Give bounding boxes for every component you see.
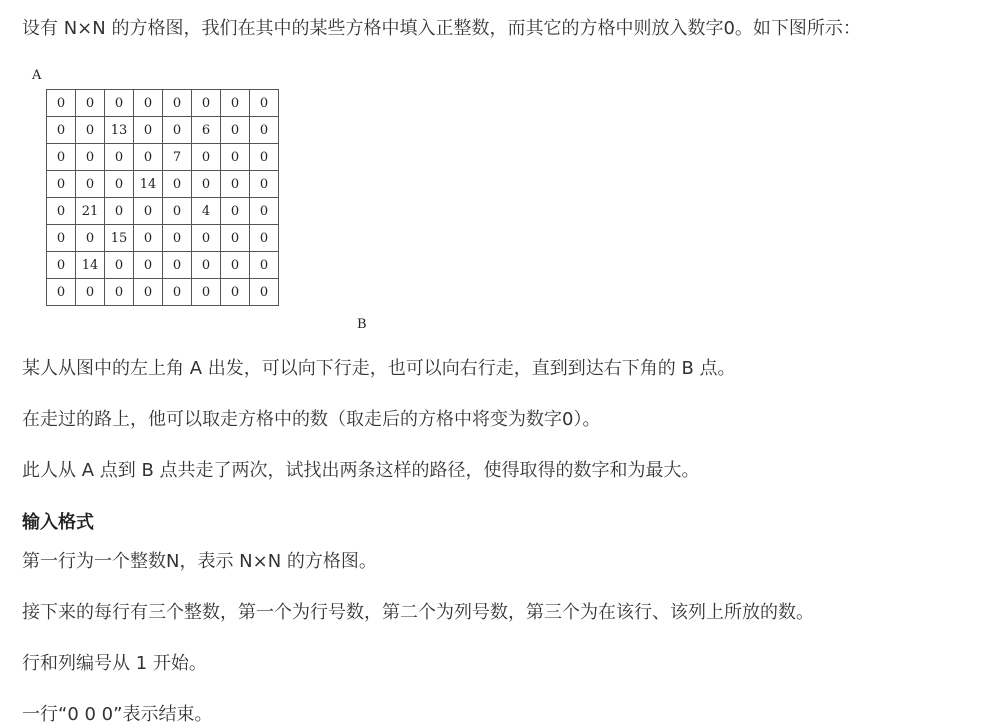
grid-cell: 0 xyxy=(163,90,192,117)
grid-cell: 0 xyxy=(134,198,163,225)
grid-cell: 0 xyxy=(192,144,221,171)
grid-cell: 0 xyxy=(105,198,134,225)
grid-cell: 0 xyxy=(192,171,221,198)
grid-cell: 0 xyxy=(221,279,250,306)
grid-row xyxy=(47,117,279,144)
grid-cell: 7 xyxy=(163,144,192,171)
grid-cell: 15 xyxy=(105,225,134,252)
grid-cell: 0 xyxy=(105,171,134,198)
grid-cell: 0 xyxy=(221,117,250,144)
grid-cell: 0 xyxy=(250,252,279,279)
grid-row xyxy=(47,252,279,279)
grid-cell: 0 xyxy=(192,252,221,279)
grid-cell: 0 xyxy=(47,198,76,225)
intro-text: 设有 N×N 的方格图，我们在其中的某些方格中填入正整数，而其它的方格中则放入数字0。如下图所示： xyxy=(22,18,861,39)
input-format-heading: 输入格式 xyxy=(22,512,94,533)
grid-cell: 0 xyxy=(163,252,192,279)
grid-cell: 4 xyxy=(192,198,221,225)
grid-cell: 0 xyxy=(163,225,192,252)
grid-cell: 0 xyxy=(76,144,105,171)
rule-text-3: 此人从 A 点到 B 点共走了两次，试找出两条这样的路径，使得取得的数字和为最大。 xyxy=(22,460,700,481)
grid-cell: 0 xyxy=(163,279,192,306)
grid-cell: 0 xyxy=(250,90,279,117)
grid-cell: 0 xyxy=(221,144,250,171)
grid-cell: 0 xyxy=(105,144,134,171)
rule-text-2: 在走过的路上，他可以取走方格中的数（取走后的方格中将变为数字0）。 xyxy=(22,409,601,430)
input-format-line-1: 第一行为一个整数N，表示 N×N 的方格图。 xyxy=(22,551,377,572)
grid-cell: 0 xyxy=(76,171,105,198)
grid-cell: 0 xyxy=(221,252,250,279)
grid-row xyxy=(47,144,279,171)
grid-cell: 0 xyxy=(192,279,221,306)
grid-cell: 0 xyxy=(134,144,163,171)
grid-cell: 0 xyxy=(221,198,250,225)
grid-cell: 0 xyxy=(250,144,279,171)
grid-cell: 0 xyxy=(250,225,279,252)
start-point-label: A xyxy=(32,68,42,83)
grid-cell: 0 xyxy=(221,90,250,117)
grid-row xyxy=(47,171,279,198)
grid-row xyxy=(47,90,279,117)
grid-cell: 0 xyxy=(47,171,76,198)
grid-cell: 0 xyxy=(47,144,76,171)
grid-cell: 0 xyxy=(250,279,279,306)
grid-cell: 0 xyxy=(76,279,105,306)
grid-cell: 6 xyxy=(192,117,221,144)
input-format-line-4: 一行“0 0 0”表示结束。 xyxy=(22,704,213,725)
input-format-line-2: 接下来的每行有三个整数，第一个为行号数，第二个为列号数，第三个为在该行、该列上所放的数。 xyxy=(22,602,814,623)
grid-cell: 0 xyxy=(134,90,163,117)
grid-row xyxy=(47,279,279,306)
grid-cell: 0 xyxy=(47,225,76,252)
grid-cell: 0 xyxy=(105,252,134,279)
grid-cell: 14 xyxy=(76,252,105,279)
grid-cell: 0 xyxy=(76,225,105,252)
grid-cell: 0 xyxy=(250,117,279,144)
grid-cell: 0 xyxy=(250,171,279,198)
grid-row xyxy=(47,198,279,225)
grid-cell: 0 xyxy=(134,225,163,252)
grid-cell: 0 xyxy=(192,90,221,117)
grid-cell: 0 xyxy=(134,117,163,144)
grid-cell: 0 xyxy=(76,117,105,144)
grid-cell: 0 xyxy=(250,198,279,225)
grid-cell: 0 xyxy=(134,252,163,279)
grid-cell: 0 xyxy=(221,171,250,198)
grid-cell: 0 xyxy=(105,90,134,117)
grid-cell: 0 xyxy=(163,198,192,225)
grid-cell: 0 xyxy=(76,90,105,117)
grid-cell: 0 xyxy=(47,279,76,306)
end-point-label: B xyxy=(357,317,367,332)
grid-cell: 13 xyxy=(105,117,134,144)
grid-cell: 0 xyxy=(105,279,134,306)
grid-cell: 0 xyxy=(163,117,192,144)
grid-cell: 14 xyxy=(134,171,163,198)
grid-cell: 0 xyxy=(192,225,221,252)
input-format-line-3: 行和列编号从 1 开始。 xyxy=(22,653,207,674)
grid-cell: 21 xyxy=(76,198,105,225)
rule-text-1: 某人从图中的左上角 A 出发，可以向下行走，也可以向右行走，直到到达右下角的 B 点。 xyxy=(22,358,736,379)
grid-cell: 0 xyxy=(47,117,76,144)
number-grid xyxy=(46,89,279,306)
grid-cell: 0 xyxy=(163,171,192,198)
grid-row xyxy=(47,225,279,252)
grid-cell: 0 xyxy=(134,279,163,306)
grid-cell: 0 xyxy=(221,225,250,252)
grid-cell: 0 xyxy=(47,90,76,117)
grid-cell: 0 xyxy=(47,252,76,279)
grid-figure xyxy=(30,66,375,336)
